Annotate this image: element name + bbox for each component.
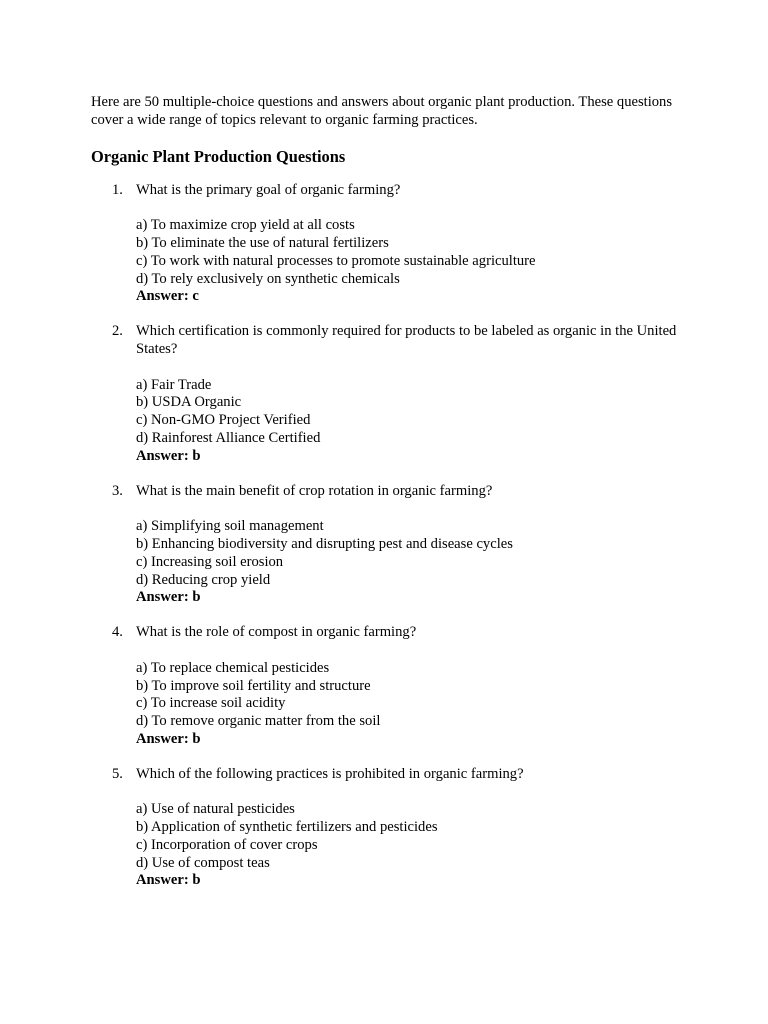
option-b: b) To improve soil fertility and structure xyxy=(136,677,371,694)
option-c: c) Non-GMO Project Verified xyxy=(136,412,311,429)
option-c: c) Increasing soil erosion xyxy=(136,553,284,570)
question-text: Which certification is commonly required for products to be labeled as organic in the United States? xyxy=(136,323,677,357)
intro-paragraph: Here are 50 multiple-choice questions and answers about organic plant production. These questions cover a wide range of topics relevant to organic farming practices. xyxy=(91,94,673,128)
option-c: c) To work with natural processes to promote sustainable agriculture xyxy=(136,252,536,269)
question-list xyxy=(91,182,691,891)
question-number: 2. xyxy=(112,323,123,340)
option-d: d) To rely exclusively on synthetic chemicals xyxy=(136,270,400,287)
option-d: d) To remove organic matter from the soil xyxy=(136,713,381,730)
question-text: What is the role of compost in organic farming? xyxy=(136,624,417,641)
option-b: b) To eliminate the use of natural fertilizers xyxy=(136,234,389,251)
option-a: a) To maximize crop yield at all costs xyxy=(136,217,355,234)
question-item xyxy=(91,766,691,891)
option-a: a) Simplifying soil management xyxy=(136,518,324,535)
option-d: d) Reducing crop yield xyxy=(136,571,271,588)
answer-label: Answer: b xyxy=(136,447,201,464)
option-c: c) Incorporation of cover crops xyxy=(136,836,318,853)
document-page xyxy=(91,94,691,907)
question-text: Which of the following practices is prohibited in organic farming? xyxy=(136,765,524,782)
option-d: d) Use of compost teas xyxy=(136,854,270,871)
answer-label: Answer: b xyxy=(136,872,201,889)
section-heading: Organic Plant Production Questions xyxy=(91,146,346,166)
question-item xyxy=(91,624,691,749)
option-a: a) To replace chemical pesticides xyxy=(136,659,330,676)
question-item xyxy=(91,483,691,608)
option-d: d) Rainforest Alliance Certified xyxy=(136,429,321,446)
question-text: What is the primary goal of organic farming? xyxy=(136,181,401,198)
question-text: What is the main benefit of crop rotation in organic farming? xyxy=(136,482,493,499)
option-b: b) Application of synthetic fertilizers and pesticides xyxy=(136,819,438,836)
answer-label: Answer: b xyxy=(136,589,201,606)
question-number: 5. xyxy=(112,765,123,782)
question-number: 4. xyxy=(112,624,123,641)
question-number: 1. xyxy=(112,181,123,198)
question-item xyxy=(91,182,691,307)
question-number: 3. xyxy=(112,482,123,499)
option-b: b) USDA Organic xyxy=(136,394,242,411)
option-b: b) Enhancing biodiversity and disrupting pest and disease cycles xyxy=(136,535,513,552)
option-a: a) Use of natural pesticides xyxy=(136,801,295,818)
option-a: a) Fair Trade xyxy=(136,376,212,393)
answer-label: Answer: b xyxy=(136,730,201,747)
question-item xyxy=(91,323,691,465)
option-c: c) To increase soil acidity xyxy=(136,695,286,712)
answer-label: Answer: c xyxy=(136,288,199,305)
